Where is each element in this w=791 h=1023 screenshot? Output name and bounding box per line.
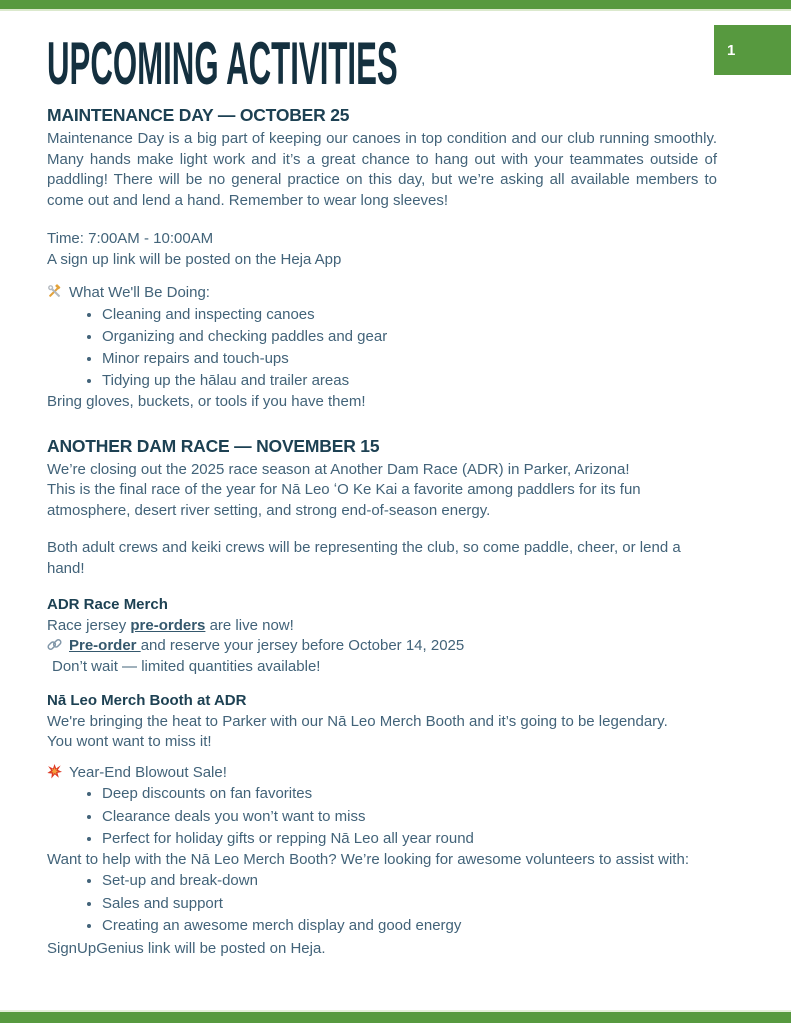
list-item: • Perfect for holiday gifts or repping Nā Leo all year round	[102, 828, 717, 850]
list-item: • Organizing and checking paddles and gear	[102, 326, 717, 348]
preorders-line	[47, 616, 717, 637]
volunteer-list	[47, 870, 717, 937]
list-item: • Creating an awesome merch display and good energy	[102, 915, 717, 937]
list-item: • Tidying up the hālau and trailer areas	[102, 370, 717, 392]
signupgenius-note: SignUpGenius link will be posted on Heja.	[47, 940, 326, 958]
adr-para2: Both adult crews and keiki crews will be representing the club, so come paddle, cheer, or lend a hand!	[47, 539, 681, 577]
doing-label-line	[47, 283, 717, 304]
preorders-link[interactable]: pre-orders	[130, 616, 206, 634]
adr-para1-line2: This is the final race of the year for Nā Leo ʻO Ke Kai a favorite among paddlers for its fun atmosphere, desert river setting, and strong end-of-season energy.	[47, 481, 641, 519]
doing-label: What We'll Be Doing:	[69, 284, 210, 301]
sale-list	[47, 783, 717, 850]
preorders-prefix: Race jersey	[47, 616, 131, 634]
sale-label: Year-End Blowout Sale!	[69, 763, 227, 781]
sale-label-line	[47, 763, 717, 784]
preorder-suffix: and reserve your jersey before October 14, 2025	[140, 637, 465, 655]
adr-para1-line1: We’re closing out the 2025 race season at Another Dam Race (ADR) in Parker, Arizona!	[47, 460, 630, 478]
preorders-suffix: are live now!	[205, 616, 294, 634]
list-item: • Sales and support	[102, 893, 717, 915]
list-item: • Deep discounts on fan favorites	[102, 783, 717, 805]
list-item: • Minor repairs and touch-ups	[102, 348, 717, 370]
collision-icon	[47, 764, 62, 779]
page-number-badge	[714, 25, 791, 75]
page-title: UPCOMING ACTIVITIES	[47, 30, 398, 97]
page-number: 1	[727, 41, 736, 59]
volunteers-intro: Want to help with the Nā Leo Merch Booth? We’re looking for awesome volunteers to assist with:	[47, 850, 689, 868]
list-item: • Set-up and break-down	[102, 870, 717, 892]
merch-heading: ADR Race Merch	[47, 596, 168, 614]
doing-list	[47, 304, 717, 393]
list-item: • Clearance deals you won’t want to miss	[102, 806, 717, 828]
page-content	[47, 11, 717, 960]
booth-line2: You wont want to miss it!	[47, 733, 212, 751]
link-icon	[47, 637, 62, 652]
section-heading-maintenance: MAINTENANCE DAY — OCTOBER 25	[47, 105, 350, 125]
dont-wait-line: Don’t wait — limited quantities available!	[52, 657, 321, 675]
preorder-link[interactable]: Pre-order	[69, 637, 141, 655]
time-line: Time: 7:00AM - 10:00AM	[47, 230, 214, 247]
section-heading-adr: ANOTHER DAM RACE — NOVEMBER 15	[47, 435, 380, 456]
signup-line: A sign up link will be posted on the Heja App	[47, 250, 342, 268]
top-accent-bar	[0, 0, 791, 9]
maintenance-outro: Bring gloves, buckets, or tools if you have them!	[47, 393, 366, 411]
list-item: • Cleaning and inspecting canoes	[102, 304, 717, 326]
maintenance-intro: Maintenance Day is a big part of keeping our canoes in top condition and our club running smoothly. Many hands make light work and it’s a great chance to hang out with your teammates outside of paddling! There will be no general practice on this day, but we’re asking all available members to come out and lend a hand. Remember to wear long sleeves!	[47, 130, 717, 209]
booth-heading: Nā Leo Merch Booth at ADR	[47, 692, 247, 710]
hammer-wrench-icon	[47, 284, 62, 299]
bottom-accent-bar	[0, 1012, 791, 1023]
booth-line1: We're bringing the heat to Parker with our Nā Leo Merch Booth and it’s going to be legendary.	[47, 712, 668, 730]
preorder-line	[47, 636, 717, 657]
